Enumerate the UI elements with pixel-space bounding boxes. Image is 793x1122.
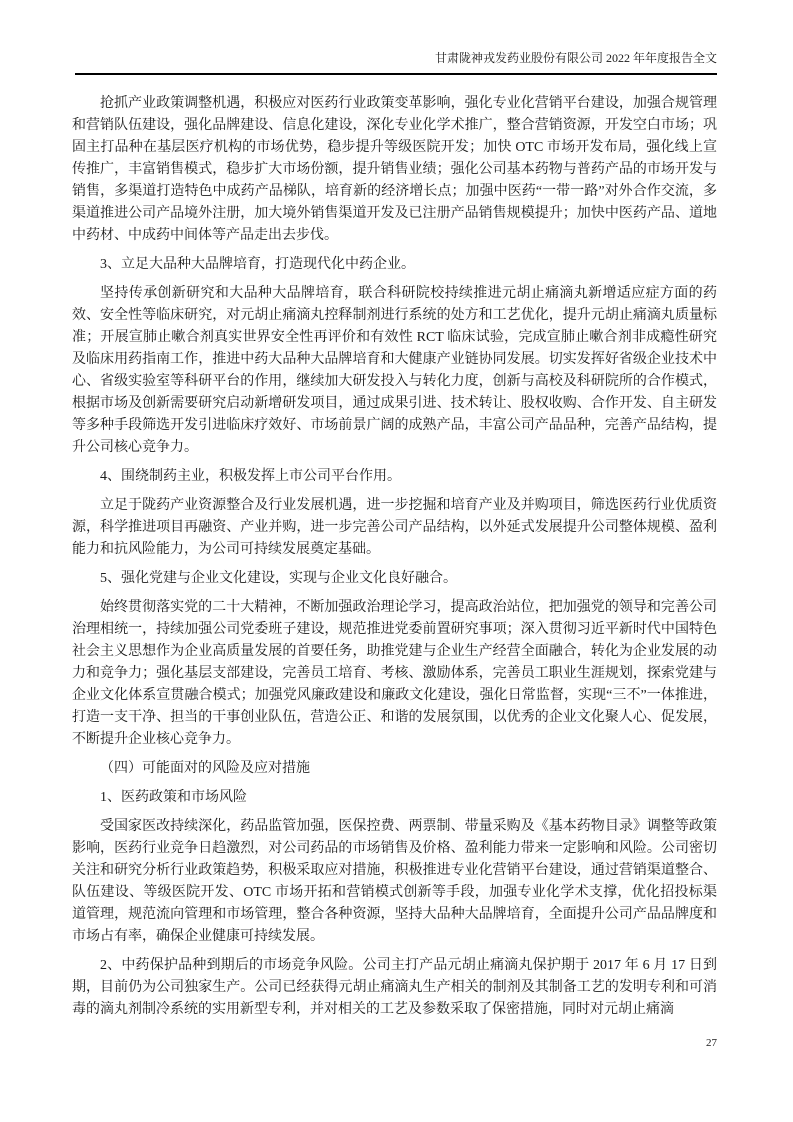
page-number: 27	[706, 1037, 717, 1049]
section-heading-5: 5、强化党建与企业文化建设，实现与企业文化良好融合。	[100, 571, 457, 586]
paragraph-strategy-marketing: 抢抓产业政策调整机遇，积极应对医药行业政策变革影响，强化专业化营销平台建设，加强合规管理和营销队伍建设，强化品牌建设、信息化建设，深化专业化学术推广，整合营销资源，开发空白市场；巩固主打品种在基层医疗机构的市场优势，稳步提升等级医院开发；加快 OTC 市场开发布局，强化线上宣传推广，丰富销售模式，稳步扩大市场份额，提升销售业绩；强化公司基本药物与普药产品的市场开发与销售，多渠道打造特色中成药产品梯队，培育新的经济增长点；加强中医药“一带一路”对外合作交流，多渠道推进公司产品境外注册，加大境外销售渠道开发及已注册产品销售规模提升；加快中医药产品、道地中药材、中成药中间体等产品走出去步伐。	[72, 96, 717, 243]
paragraph-platform-role: 立足于陇药产业资源整合及行业发展机遇，进一步挖掘和培育产业及并购项目，筛选医药行业优质资源，科学推进项目再融资、产业并购，进一步完善公司产品结构，以外延式发展提升公司整体规模、盈利能力和抗风险能力，为公司可持续发展奠定基础。	[72, 498, 717, 557]
section-heading-3: 3、立足大品种大品牌培育，打造现代化中药企业。	[100, 257, 415, 272]
paragraph-competition-risk: 2、中药保护品种到期后的市场竞争风险。公司主打产品元胡止痛滴丸保护期于 2017 年 6 月 17 日到期，目前仍为公司独家生产。公司已经获得元胡止痛滴丸生产相关的制剂及其制备工艺的发明专利和可消毒的滴丸剂制冷系统的实用新型专利，并对相关的工艺及参数采取了保密措施，同时对元胡止痛滴	[72, 958, 717, 1017]
section-heading-risks: （四）可能面对的风险及应对措施	[100, 761, 310, 776]
paragraph-party-building: 始终贯彻落实党的二十大精神，不断加强政治理论学习，提高政治站位，把加强党的领导和完善公司治理相统一，持续加强公司党委班子建设，规范推进党委前置研究事项；深入贯彻习近平新时代中国特色社会主义思想作为企业高质量发展的首要任务，助推党建与企业生产经营全面融合，转化为企业发展的动力和竞争力；强化基层支部建设，完善员工培育、考核、激励体系，完善员工职业生涯规划，探索党建与企业文化体系宣贯融合模式；加强党风廉政建设和廉政文化建设，强化日常监督，实现“三不”一体推进，打造一支干净、担当的干事创业队伍，营造公正、和谐的发展氛围，以优秀的企业文化聚人心、促发展，不断提升企业核心竞争力。	[72, 600, 717, 747]
header-title: 甘肃陇神戎发药业股份有限公司 2022 年年度报告全文	[434, 51, 717, 65]
document-body	[72, 93, 717, 1028]
paragraph-policy-risk: 受国家医改持续深化，药品监管加强，医保控费、两票制、带量采购及《基本药物目录》调整等政策影响，医药行业竞争日趋激烈，对公司药品的市场销售及价格、盈利能力带来一定影响和风险。公司密切关注和研究分析行业政策趋势，积极采取应对措施，积极推进专业化营销平台建设，通过营销渠道整合、队伍建设、等级医院开发、OTC 市场开拓和营销模式创新等手段，加强专业化学术支撑，优化招投标渠道管理，规范流向管理和市场管理，整合各种资源，坚持大品种大品牌培育，全面提升公司产品品牌度和市场占有率，确保企业健康可持续发展。	[72, 819, 717, 944]
paragraph-brand-cultivation: 坚持传承创新研究和大品种大品牌培育，联合科研院校持续推进元胡止痛滴丸新增适应症方面的药效、安全性等临床研究，对元胡止痛滴丸控释制剂进行系统的处方和工艺优化，提升元胡止痛滴丸质量标准；开展宣肺止嗽合剂真实世界安全性再评价和有效性 RCT 临床试验，完成宣肺止嗽合剂非成瘾性研究及临床用药指南工作，推进中药大品种大品牌培育和大健康产业链协同发展。切实发挥好省级企业技术中心、省级实验室等科研平台的作用，继续加大研发投入与转化力度，创新与高校及科研院所的合作模式，根据市场及创新需要研究启动新增研发项目，通过成果引进、技术转让、股权收购、合作开发、自主研发等多种手段筛选开发引进临床疗效好、市场前景广阔的成熟产品，丰富公司产品品种，完善产品结构，提升公司核心竞争力。	[72, 286, 717, 455]
page-footer	[72, 1037, 717, 1049]
page-header	[75, 50, 717, 75]
section-heading-4: 4、围绕制药主业，积极发挥上市公司平台作用。	[100, 469, 401, 484]
section-heading-policy-risk: 1、医药政策和市场风险	[100, 790, 247, 805]
